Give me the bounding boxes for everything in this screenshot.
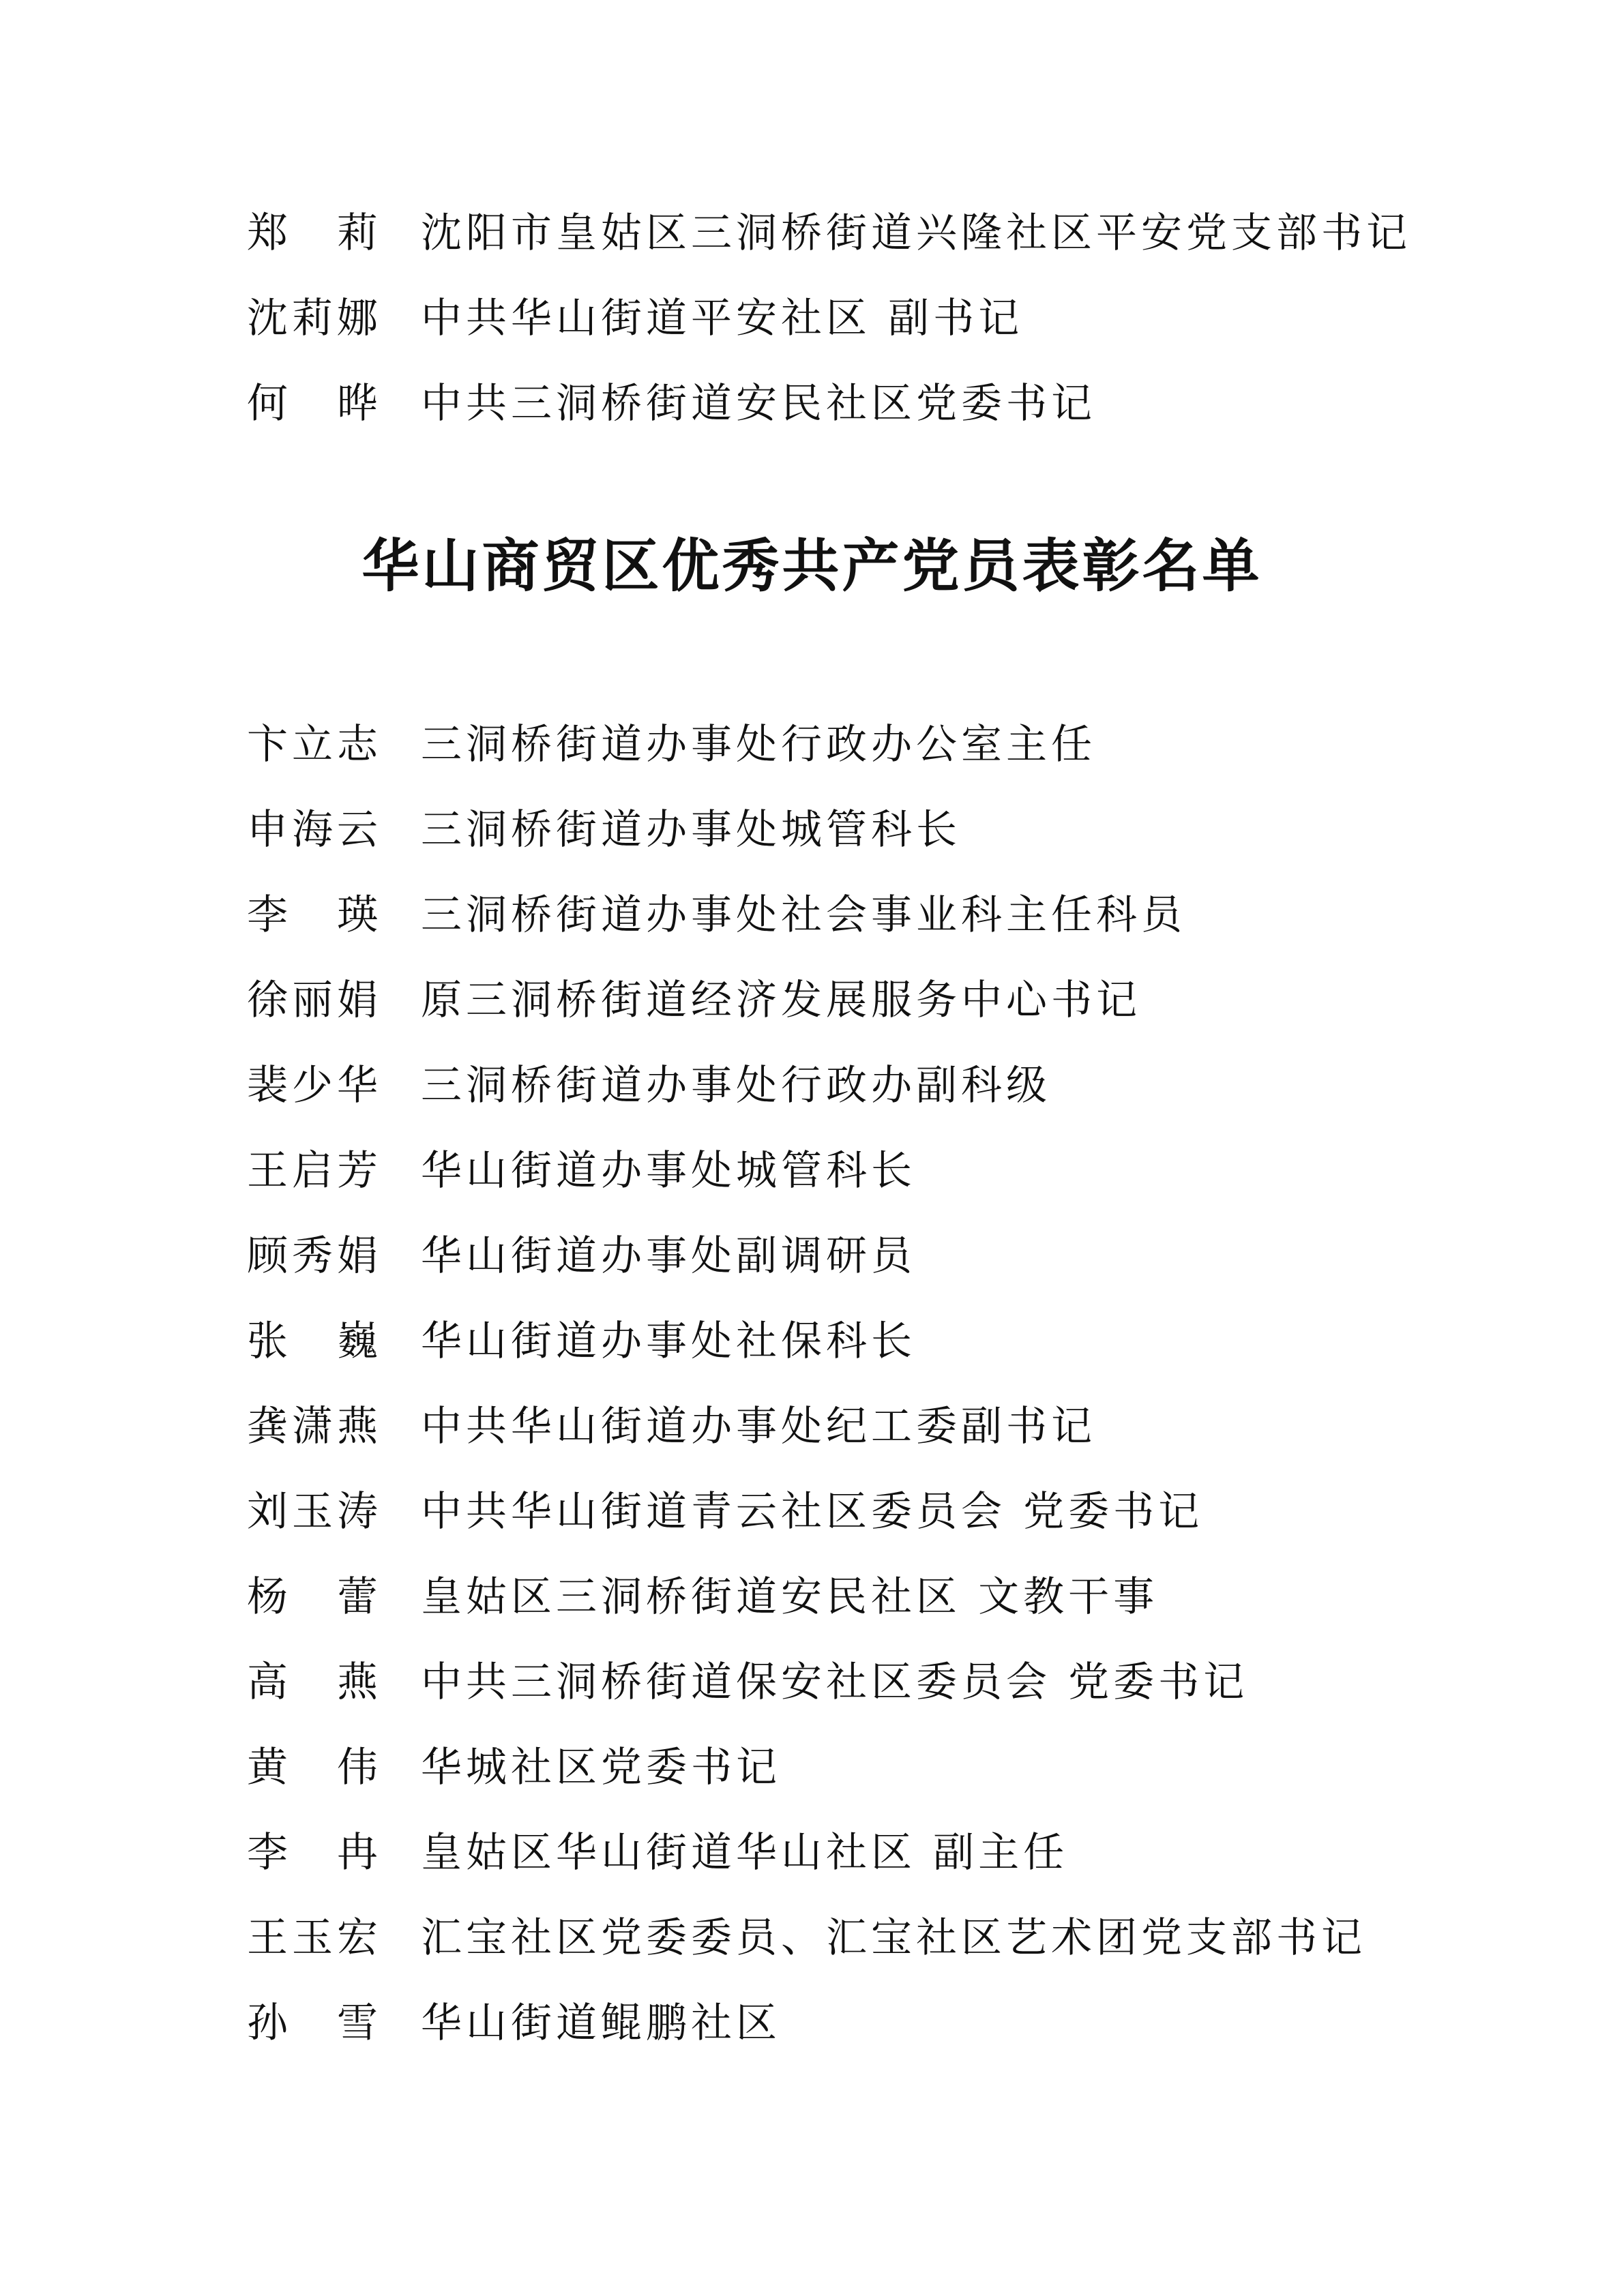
person-name: 王启芳	[247, 1147, 382, 1195]
person-position: 三洞桥街道办事处行政办副科级	[421, 1062, 1051, 1109]
list-item	[247, 361, 1411, 447]
section-title: 华山商贸区优秀共产党员表彰名单	[361, 533, 1263, 599]
person-name: 张 巍	[247, 1317, 382, 1365]
person-name: 刘玉涛	[247, 1488, 382, 1536]
person-position: 中共三洞桥街道保安社区委员会 党委书记	[421, 1658, 1249, 1706]
list-item	[247, 1470, 1366, 1555]
list-item	[247, 1555, 1366, 1640]
list-item	[247, 788, 1366, 873]
list-item	[247, 1640, 1366, 1725]
person-name: 申海云	[247, 806, 382, 854]
person-position: 沈阳市皇姑区三洞桥街道兴隆社区平安党支部书记	[421, 209, 1411, 257]
top-name-list	[247, 191, 1411, 447]
list-item	[247, 1299, 1366, 1384]
person-name: 李 瑛	[247, 891, 382, 939]
person-position: 华城社区党委书记	[421, 1744, 781, 1791]
person-position: 华山街道办事处社保科长	[421, 1317, 916, 1365]
person-name: 徐丽娟	[247, 976, 382, 1024]
person-position: 原三洞桥街道经济发展服务中心书记	[421, 976, 1141, 1024]
person-name: 卞立志	[247, 721, 382, 769]
list-item	[247, 1043, 1366, 1129]
person-position: 皇姑区三洞桥街道安民社区 文教干事	[421, 1573, 1159, 1621]
person-position: 三洞桥街道办事处行政办公室主任	[421, 721, 1096, 769]
person-name: 裴少华	[247, 1062, 382, 1109]
person-position: 中共华山街道平安社区 副书记	[421, 295, 1024, 342]
person-position: 三洞桥街道办事处社会事业科主任科员	[421, 891, 1186, 939]
person-position: 华山街道办事处城管科长	[421, 1147, 916, 1195]
person-position: 三洞桥街道办事处城管科长	[421, 806, 961, 854]
person-name: 孙 雪	[247, 1999, 382, 2047]
list-item	[247, 276, 1411, 361]
person-position: 汇宝社区党委委员、汇宝社区艺术团党支部书记	[421, 1914, 1366, 1962]
list-item	[247, 1896, 1366, 1981]
person-position: 中共华山街道办事处纪工委副书记	[421, 1403, 1096, 1450]
person-name: 黄 伟	[247, 1744, 382, 1791]
list-item	[247, 1129, 1366, 1214]
list-item	[247, 191, 1411, 276]
list-item	[247, 1384, 1366, 1470]
list-item	[247, 1214, 1366, 1299]
person-name: 王玉宏	[247, 1914, 382, 1962]
list-item	[247, 873, 1366, 958]
person-position: 华山街道鲲鹏社区	[421, 1999, 781, 2047]
person-name: 龚潇燕	[247, 1403, 382, 1450]
person-name: 沈莉娜	[247, 295, 382, 342]
person-position: 中共华山街道青云社区委员会 党委书记	[421, 1488, 1204, 1536]
list-item	[247, 1981, 1366, 2066]
person-position: 皇姑区华山街道华山社区 副主任	[421, 1829, 1069, 1877]
person-name: 郑 莉	[247, 209, 382, 257]
honoree-list	[247, 702, 1366, 2066]
person-name: 杨 蕾	[247, 1573, 382, 1621]
list-item	[247, 1810, 1366, 1896]
person-name: 何 晔	[247, 380, 382, 428]
person-position: 中共三洞桥街道安民社区党委书记	[421, 380, 1096, 428]
person-position: 华山街道办事处副调研员	[421, 1232, 916, 1280]
person-name: 顾秀娟	[247, 1232, 382, 1280]
list-item	[247, 702, 1366, 788]
list-item	[247, 958, 1366, 1043]
list-item	[247, 1725, 1366, 1810]
person-name: 高 燕	[247, 1658, 382, 1706]
person-name: 李 冉	[247, 1829, 382, 1877]
